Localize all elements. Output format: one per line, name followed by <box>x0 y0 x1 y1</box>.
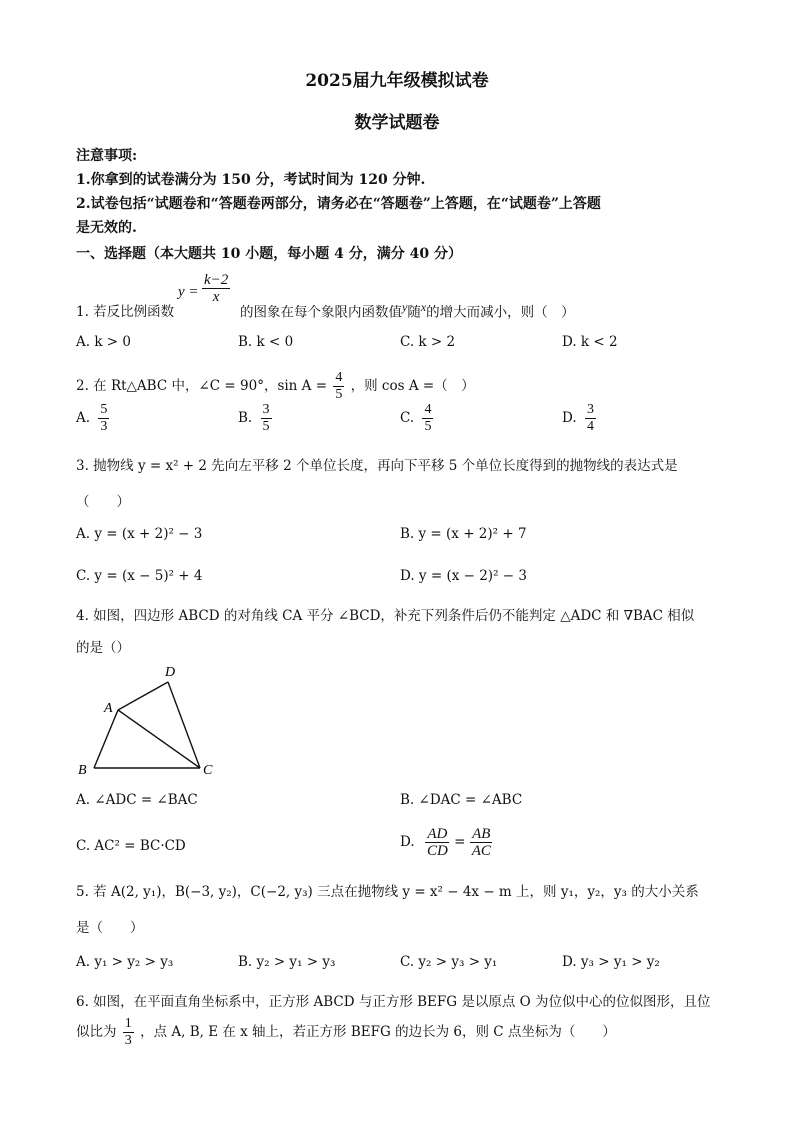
quadrilateral-figure <box>70 660 230 780</box>
q6-frac-den: 3 <box>124 1033 132 1048</box>
question-1-stem <box>76 300 174 320</box>
q1-y-equals: y = <box>178 284 199 300</box>
label-b: B <box>78 763 87 778</box>
q3-option-b: B. y = (x + 2)² + 7 <box>400 526 527 542</box>
question-4-stem: 4. 如图，四边形 ABCD 的对角线 CA 平分 ∠BCD，补充下列条件后仍不能判定 △ADC 和 ∇BAC 相似 <box>76 608 695 624</box>
q1-frac-num: k−2 <box>204 272 229 288</box>
q3-option-c: C. y = (x − 5)² + 4 <box>76 568 203 584</box>
notes-line-1: 1.你拿到的试卷满分为 150 分，考试时间为 120 分钟. <box>76 172 426 188</box>
q5-option-d: D. y₃ > y₁ > y₂ <box>562 954 660 970</box>
notes-line-3: 是无效的. <box>76 220 137 236</box>
question-6-stem-2: 似比为 $\frac{1}{3}$ ，点 A, B, E 在 x 轴上，若正方形 BEFG 的边长为 6，则 C 点坐标为（ ） <box>76 1016 616 1048</box>
q2-option-b: B. $\frac{3}{5}$ <box>238 402 270 434</box>
question-3-paren: （ ） <box>76 494 130 510</box>
q1-text-c: 的增大而减小，则（ ） <box>426 304 575 321</box>
q2-frac-den: 5 <box>335 387 343 402</box>
q1-prefix: 1. 若反比例函数 <box>76 304 175 320</box>
exam-title: 2025届九年级模拟试卷 <box>305 71 489 91</box>
question-3-stem: 3. 抛物线 y = x² + 2 先向左平移 2 个单位长度，再向下平移 5 个单位长度得到的抛物线的表达式是 <box>76 458 678 474</box>
q5-option-a: A. y₁ > y₂ > y₃ <box>76 954 174 970</box>
q2-option-a: A. $\frac{5}{3}$ <box>76 402 108 434</box>
question-5-stem-2: 是（ ） <box>76 920 144 936</box>
q3-option-d: D. y = (x − 2)² − 3 <box>400 568 527 584</box>
q1-rest <box>240 300 575 321</box>
q1-var-y: y <box>402 300 408 314</box>
q1-option-c: C. k > 2 <box>400 334 456 350</box>
q4-option-c: C. AC² = BC·CD <box>76 838 186 854</box>
label-a: A <box>104 701 113 716</box>
q5-option-b: B. y₂ > y₁ > y₃ <box>238 954 336 970</box>
q1-option-b: B. k < 0 <box>238 334 294 350</box>
section-heading: 一、选择题（本大题共 10 小题，每小题 4 分，满分 40 分） <box>76 246 462 262</box>
q1-frac-den: x <box>212 289 220 305</box>
q2-frac-num: 4 <box>335 370 343 385</box>
q4-option-a: A. ∠ADC = ∠BAC <box>76 792 198 808</box>
q5-option-c: C. y₂ > y₃ > y₁ <box>400 954 498 970</box>
label-d: D <box>165 665 176 680</box>
q1-fraction <box>202 272 230 305</box>
q1-var-x: x <box>420 300 427 314</box>
q2-option-c: C. $\frac{4}{5}$ <box>400 402 432 434</box>
q1-option-d: D. k < 2 <box>562 334 618 350</box>
q3-option-a: A. y = (x + 2)² − 3 <box>76 526 203 542</box>
question-4-stem-2: 的是（） <box>76 640 130 656</box>
q2-stem-b: ，则 cos A =（ ） <box>350 378 475 394</box>
notes-heading: 注意事项: <box>76 148 138 164</box>
question-5-stem: 5. 若 A(2, y₁)，B(−3, y₂)，C(−2, y₃) 三点在抛物线 y = x² − 4x − m 上，则 y₁，y₂，y₃ 的大小关系 <box>76 884 699 900</box>
q1-text-b: 随 <box>407 304 421 321</box>
q1-option-a: A. k > 0 <box>76 334 131 350</box>
notes-line-2: 2.试卷包括“试题卷和“答题卷两部分，请务必在“答题卷”上答题，在“试题卷”上答题 <box>76 196 601 212</box>
q2-option-d: D. $\frac{3}{4}$ <box>562 402 594 434</box>
q4-option-d: D. $\frac{AD}{CD}$ = $\frac{AB}{AC}$ <box>400 826 491 859</box>
exam-subtitle: 数学试题卷 <box>354 113 440 133</box>
q4-option-b: B. ∠DAC = ∠ABC <box>400 792 523 808</box>
q2-stem-a: 2. 在 Rt△ABC 中，∠C = 90°，sin A = <box>76 378 328 394</box>
question-2-stem <box>76 370 475 403</box>
question-6-stem: 6. 如图，在平面直角坐标系中，正方形 ABCD 与正方形 BEFG 是以原点 O 为位似中心的位似图形，且位 <box>76 994 711 1010</box>
q1-text-a: 的图象在每个象限内函数值 <box>240 304 402 321</box>
label-c: C <box>203 763 213 778</box>
q6-frac-num: 1 <box>124 1016 132 1031</box>
